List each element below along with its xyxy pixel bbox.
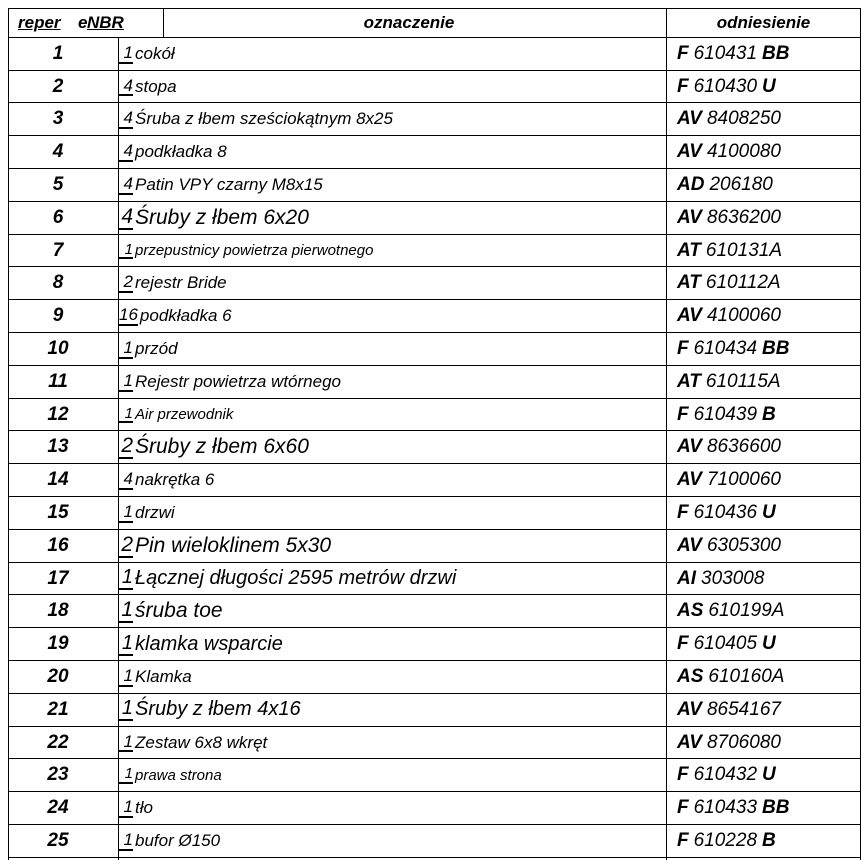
row-reference bbox=[677, 825, 861, 857]
row-description-text: Klamka bbox=[135, 666, 192, 686]
table-row bbox=[8, 825, 861, 858]
row-description bbox=[119, 628, 664, 660]
row-reference bbox=[677, 563, 861, 595]
row-description-text: Air przewodnik bbox=[135, 406, 234, 424]
reference-prefix: AV bbox=[677, 108, 702, 130]
row-description-text: Śruby z łbem 4x16 bbox=[135, 698, 301, 721]
table-row bbox=[8, 71, 861, 104]
row-description bbox=[119, 727, 664, 759]
reference-code: 303008 bbox=[701, 567, 765, 589]
row-quantity: 4 bbox=[119, 77, 133, 97]
reference-prefix: F bbox=[677, 829, 689, 851]
table-row bbox=[8, 727, 861, 760]
reference-suffix: BB bbox=[762, 797, 790, 819]
row-quantity: 4 bbox=[119, 109, 133, 129]
reference-prefix: AV bbox=[677, 436, 702, 458]
reference-prefix: AV bbox=[677, 534, 702, 556]
row-description bbox=[119, 268, 664, 300]
reference-prefix: AD bbox=[677, 173, 705, 195]
reference-code: 8408250 bbox=[706, 108, 781, 130]
row-number: 23 bbox=[47, 764, 69, 786]
header-reper: reper bbox=[18, 13, 61, 32]
row-description bbox=[119, 38, 664, 70]
reference-prefix: AT bbox=[677, 272, 701, 294]
row-description-text: przepustnicy powietrza pierwotnego bbox=[135, 242, 374, 260]
row-description-text: Łącznej długości 2595 metrów drzwi bbox=[135, 567, 457, 590]
table-row bbox=[8, 366, 861, 399]
grid-line bbox=[8, 8, 9, 860]
row-reference bbox=[677, 366, 861, 398]
reference-suffix: BB bbox=[762, 337, 790, 359]
row-reference bbox=[677, 38, 861, 70]
row-number: 25 bbox=[47, 829, 69, 851]
reference-prefix: AV bbox=[677, 206, 702, 228]
row-description bbox=[119, 399, 664, 431]
row-reference bbox=[677, 333, 861, 365]
row-description-text: Śruba z łbem sześciokątnym 8x25 bbox=[135, 109, 393, 129]
row-description-text: Patin VPY czarny M8x15 bbox=[135, 174, 323, 194]
reference-prefix: AS bbox=[677, 665, 704, 687]
row-description bbox=[119, 300, 664, 332]
reference-suffix: U bbox=[762, 501, 776, 523]
row-reference bbox=[677, 596, 861, 628]
reference-prefix: F bbox=[677, 797, 689, 819]
row-number: 17 bbox=[47, 567, 69, 589]
reference-suffix: U bbox=[762, 764, 776, 786]
row-quantity: 1 bbox=[119, 667, 133, 687]
table-row bbox=[8, 268, 861, 301]
reference-prefix: AS bbox=[677, 600, 704, 622]
reference-code: 8636600 bbox=[706, 436, 781, 458]
row-reference bbox=[677, 202, 861, 234]
row-quantity: 1 bbox=[119, 372, 133, 392]
table-row bbox=[8, 38, 861, 71]
row-description-text: Śruby z łbem 6x60 bbox=[135, 435, 309, 459]
row-description bbox=[119, 760, 664, 792]
row-quantity: 1 bbox=[119, 633, 133, 656]
row-number: 7 bbox=[52, 239, 64, 261]
reference-suffix: U bbox=[762, 633, 776, 655]
grid-line bbox=[163, 8, 164, 38]
reference-prefix: AT bbox=[677, 239, 701, 261]
row-quantity: 1 bbox=[119, 599, 133, 623]
reference-code: 610436 bbox=[693, 501, 758, 523]
row-quantity: 2 bbox=[119, 534, 133, 558]
row-quantity: 1 bbox=[119, 406, 133, 424]
row-reference bbox=[677, 792, 861, 824]
reference-code: 610432 bbox=[693, 764, 758, 786]
table-row bbox=[8, 333, 861, 366]
row-number: 10 bbox=[47, 337, 69, 359]
row-description-text: śruba toe bbox=[135, 599, 223, 623]
table-row bbox=[8, 563, 861, 596]
row-quantity: 2 bbox=[119, 273, 133, 293]
row-description-text: Pin wieloklinem 5x30 bbox=[135, 533, 332, 557]
reference-suffix: BB bbox=[762, 42, 790, 64]
row-description-text: bufor Ø150 bbox=[135, 830, 221, 850]
row-number: 11 bbox=[48, 370, 68, 392]
row-quantity: 1 bbox=[119, 567, 133, 590]
row-number: 9 bbox=[52, 305, 64, 327]
table-row bbox=[8, 300, 861, 333]
row-quantity: 1 bbox=[119, 698, 133, 721]
row-quantity: 4 bbox=[119, 470, 133, 490]
row-reference bbox=[677, 628, 861, 660]
row-quantity: 1 bbox=[119, 503, 133, 523]
row-number: 6 bbox=[52, 206, 64, 228]
table-row bbox=[8, 661, 861, 694]
row-description bbox=[119, 136, 664, 168]
reference-prefix: AV bbox=[677, 731, 702, 753]
row-quantity: 1 bbox=[119, 766, 133, 784]
row-number: 22 bbox=[47, 731, 69, 753]
row-number: 15 bbox=[47, 501, 69, 523]
row-quantity: 4 bbox=[119, 175, 133, 195]
row-reference bbox=[677, 169, 861, 201]
reference-code: 610433 bbox=[693, 797, 758, 819]
row-number: 1 bbox=[52, 42, 64, 64]
row-quantity: 1 bbox=[119, 242, 133, 260]
reference-prefix: F bbox=[677, 42, 689, 64]
table-row bbox=[8, 202, 861, 235]
row-reference bbox=[677, 497, 861, 529]
reference-prefix: AV bbox=[677, 469, 702, 491]
grid-line bbox=[8, 8, 861, 9]
row-description-text: przód bbox=[135, 338, 178, 358]
row-description bbox=[119, 104, 664, 136]
table-row bbox=[8, 628, 861, 661]
parts-table bbox=[8, 8, 861, 860]
row-description-text: drzwi bbox=[135, 502, 175, 522]
reference-code: 610160A bbox=[708, 665, 785, 687]
row-description bbox=[119, 235, 664, 267]
row-description-text: Zestaw 6x8 wkręt bbox=[135, 732, 268, 752]
table-row bbox=[8, 399, 861, 432]
row-reference bbox=[677, 694, 861, 726]
reference-suffix: B bbox=[762, 829, 776, 851]
header-description: oznaczenie bbox=[363, 13, 455, 32]
row-reference bbox=[677, 661, 861, 693]
row-description-text: klamka wsparcie bbox=[135, 632, 283, 655]
reference-code: 610405 bbox=[693, 633, 758, 655]
row-description bbox=[119, 825, 664, 857]
row-number: 3 bbox=[52, 108, 64, 130]
reference-code: 610430 bbox=[693, 75, 758, 97]
row-number: 2 bbox=[52, 75, 64, 97]
row-number: 19 bbox=[47, 633, 69, 655]
row-description bbox=[119, 333, 664, 365]
row-description-text: Śruby z łbem 6x20 bbox=[135, 205, 309, 229]
table-row bbox=[8, 760, 861, 793]
row-reference bbox=[677, 760, 861, 792]
row-number: 18 bbox=[47, 600, 69, 622]
row-description bbox=[119, 202, 664, 234]
row-reference bbox=[677, 727, 861, 759]
reference-code: 610439 bbox=[693, 403, 758, 425]
row-description bbox=[119, 563, 664, 595]
row-number: 21 bbox=[47, 698, 69, 720]
reference-code: 610434 bbox=[693, 337, 758, 359]
row-reference bbox=[677, 235, 861, 267]
table-row bbox=[8, 530, 861, 563]
reference-prefix: AV bbox=[677, 141, 702, 163]
row-description bbox=[119, 71, 664, 103]
reference-prefix: AV bbox=[677, 305, 702, 327]
row-description bbox=[119, 169, 664, 201]
row-quantity: 4 bbox=[119, 206, 133, 230]
reference-code: 610131A bbox=[705, 239, 782, 261]
row-quantity: 1 bbox=[119, 339, 133, 359]
table-row bbox=[8, 104, 861, 137]
reference-code: 610228 bbox=[693, 829, 758, 851]
row-reference bbox=[677, 71, 861, 103]
table-row bbox=[8, 464, 861, 497]
reference-prefix: AT bbox=[677, 370, 701, 392]
reference-prefix: F bbox=[677, 633, 689, 655]
row-description-text: prawa strona bbox=[135, 766, 222, 784]
table-row bbox=[8, 169, 861, 202]
row-quantity: 1 bbox=[119, 733, 133, 753]
reference-code: 610112A bbox=[705, 272, 781, 294]
row-number: 12 bbox=[47, 403, 69, 425]
row-quantity: 1 bbox=[119, 798, 133, 818]
reference-prefix: F bbox=[677, 75, 689, 97]
reference-code: 6305300 bbox=[706, 534, 781, 556]
row-description bbox=[119, 497, 664, 529]
row-reference bbox=[677, 530, 861, 562]
header-e: e bbox=[78, 13, 88, 32]
table-row bbox=[8, 596, 861, 629]
reference-code: 7100060 bbox=[706, 469, 781, 491]
row-number: 14 bbox=[47, 469, 69, 491]
row-description-text: cokół bbox=[135, 43, 175, 63]
row-description-text: rejestr Bride bbox=[135, 273, 227, 293]
row-quantity: 1 bbox=[119, 831, 133, 851]
row-description-text: podkładka 6 bbox=[139, 306, 232, 326]
reference-prefix: F bbox=[677, 764, 689, 786]
row-reference bbox=[677, 136, 861, 168]
row-quantity: 4 bbox=[119, 142, 133, 162]
row-number: 24 bbox=[47, 797, 69, 819]
reference-prefix: F bbox=[677, 403, 689, 425]
row-reference bbox=[677, 432, 861, 464]
reference-code: 206180 bbox=[709, 173, 773, 195]
reference-code: 8636200 bbox=[706, 206, 781, 228]
row-number: 8 bbox=[52, 272, 64, 294]
row-description bbox=[119, 596, 664, 628]
row-reference bbox=[677, 300, 861, 332]
reference-code: 4100060 bbox=[706, 305, 781, 327]
reference-prefix: F bbox=[677, 501, 689, 523]
reference-code: 610199A bbox=[708, 600, 785, 622]
grid-line bbox=[860, 8, 861, 860]
reference-prefix: AV bbox=[677, 698, 702, 720]
reference-suffix: B bbox=[762, 403, 776, 425]
row-number: 5 bbox=[52, 173, 64, 195]
row-description bbox=[119, 694, 664, 726]
row-quantity: 1 bbox=[119, 44, 133, 64]
table-row bbox=[8, 792, 861, 825]
row-reference bbox=[677, 464, 861, 496]
row-description-text: nakrętka 6 bbox=[135, 470, 215, 490]
reference-code: 8654167 bbox=[706, 698, 781, 720]
row-description-text: tło bbox=[135, 798, 153, 818]
table-row bbox=[8, 497, 861, 530]
row-description-text: Rejestr powietrza wtórnego bbox=[135, 371, 341, 391]
row-description-text: stopa bbox=[135, 76, 177, 96]
row-number: 4 bbox=[52, 141, 64, 163]
row-number: 13 bbox=[47, 436, 69, 458]
table-header-row bbox=[8, 8, 861, 38]
table-row bbox=[8, 235, 861, 268]
row-number: 20 bbox=[47, 665, 69, 687]
row-quantity: 16 bbox=[119, 305, 138, 325]
reference-prefix: F bbox=[677, 337, 689, 359]
reference-prefix: AI bbox=[677, 567, 696, 589]
row-description bbox=[119, 432, 664, 464]
row-description bbox=[119, 792, 664, 824]
row-description-text: podkładka 8 bbox=[135, 142, 227, 162]
table-row bbox=[8, 432, 861, 465]
row-quantity: 2 bbox=[119, 435, 133, 459]
header-reference: odniesienie bbox=[716, 13, 811, 32]
reference-code: 610115A bbox=[705, 370, 781, 392]
row-reference bbox=[677, 104, 861, 136]
reference-suffix: U bbox=[762, 75, 776, 97]
reference-code: 610431 bbox=[693, 42, 758, 64]
row-reference bbox=[677, 399, 861, 431]
table-row bbox=[8, 136, 861, 169]
row-description bbox=[119, 366, 664, 398]
row-description bbox=[119, 661, 664, 693]
row-description bbox=[119, 464, 664, 496]
row-reference bbox=[677, 268, 861, 300]
header-nbr: NBR bbox=[87, 13, 124, 32]
grid-line bbox=[118, 38, 119, 860]
row-description bbox=[119, 530, 664, 562]
reference-code: 4100080 bbox=[706, 141, 781, 163]
table-row bbox=[8, 694, 861, 727]
reference-code: 8706080 bbox=[706, 731, 781, 753]
row-number: 16 bbox=[47, 534, 69, 556]
grid-line bbox=[666, 8, 667, 860]
